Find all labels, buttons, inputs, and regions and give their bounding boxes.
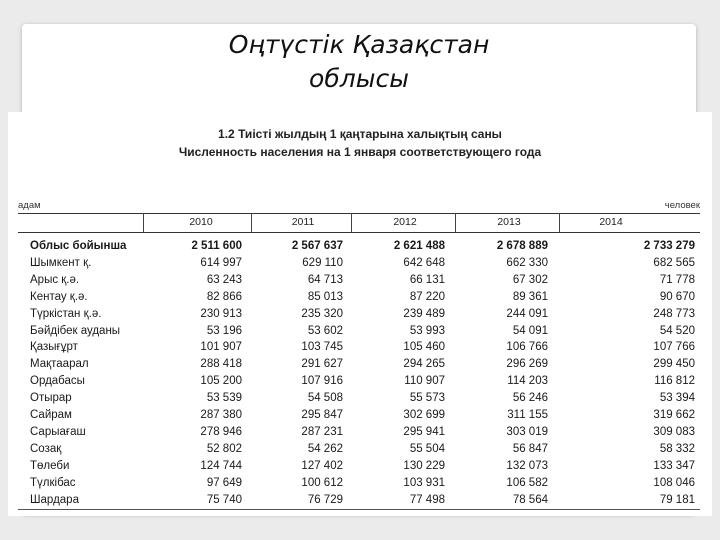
population-value: 130 229 <box>403 459 445 472</box>
population-value: 103 931 <box>403 476 445 489</box>
population-value: 53 539 <box>206 392 242 405</box>
population-value: 239 489 <box>403 307 445 320</box>
population-value: 90 670 <box>659 290 695 303</box>
population-value: 89 361 <box>512 290 548 303</box>
population-value: 58 332 <box>659 442 695 455</box>
table-row <box>18 356 700 372</box>
population-value: 133 347 <box>653 459 695 472</box>
population-value: 56 847 <box>512 442 548 455</box>
population-value: 309 083 <box>653 425 695 438</box>
column-separator <box>351 213 352 232</box>
population-value: 52 802 <box>206 442 242 455</box>
slide-title <box>22 28 696 96</box>
population-value: 116 812 <box>654 375 695 388</box>
table-row <box>18 424 700 440</box>
population-value: 56 246 <box>512 392 548 405</box>
region-name: Отырар <box>30 392 72 405</box>
table-row <box>18 390 700 406</box>
region-name: Ордабасы <box>30 375 85 388</box>
column-separator <box>143 213 144 232</box>
population-value: 82 866 <box>206 290 242 303</box>
population-value: 244 091 <box>506 307 548 320</box>
population-value: 78 564 <box>512 493 548 506</box>
population-value: 63 243 <box>206 273 242 286</box>
population-value: 79 181 <box>659 493 695 506</box>
population-value: 230 913 <box>200 307 242 320</box>
population-value: 107 766 <box>653 341 695 354</box>
population-value: 124 744 <box>200 459 242 472</box>
unit-label-ru: человек <box>664 200 700 211</box>
table-row <box>18 458 700 474</box>
table-row <box>18 441 700 457</box>
region-name: Арыс қ.ә. <box>30 273 80 286</box>
table-row <box>18 492 700 508</box>
population-value: 295 847 <box>301 409 343 421</box>
population-value: 287 231 <box>301 425 343 438</box>
population-table <box>8 112 712 516</box>
population-value: 71 778 <box>659 273 695 286</box>
population-value: 287 380 <box>200 409 242 421</box>
column-separator <box>251 213 252 232</box>
table-row <box>18 339 700 355</box>
year-header: 2013 <box>497 216 521 228</box>
population-value: 54 091 <box>512 324 548 337</box>
population-value: 288 418 <box>200 358 242 371</box>
population-value: 106 582 <box>506 476 548 489</box>
table-row <box>18 255 700 271</box>
population-value: 295 941 <box>403 425 445 438</box>
population-value: 294 265 <box>403 358 445 371</box>
table-bottom-rule <box>18 509 700 510</box>
table-top-rule <box>18 213 700 214</box>
region-name: Қазығұрт <box>30 341 78 354</box>
population-value: 55 504 <box>409 442 445 455</box>
year-header: 2010 <box>189 216 213 228</box>
region-name: Кентау қ.ә. <box>30 290 88 303</box>
table-row <box>18 272 700 288</box>
region-name: Төлеби <box>30 459 70 472</box>
region-name: Облыс бойынша <box>30 240 127 252</box>
population-value: 132 073 <box>506 459 548 472</box>
table-heading-ru: Численность населения на 1 января соответствующего года <box>178 145 542 159</box>
population-value: 629 110 <box>302 256 343 269</box>
region-name: Сайрам <box>30 409 72 421</box>
column-separator <box>559 213 560 232</box>
population-value: 77 498 <box>409 493 445 506</box>
region-name: Түлкібас <box>30 476 76 489</box>
population-value: 97 649 <box>206 476 242 489</box>
population-value: 303 019 <box>506 425 548 438</box>
table-row <box>18 475 700 491</box>
population-value: 291 627 <box>301 358 343 371</box>
population-value: 103 745 <box>301 341 343 354</box>
population-value: 55 573 <box>409 392 445 405</box>
region-name: Шымкент қ. <box>30 256 92 269</box>
population-value: 105 200 <box>200 375 242 388</box>
population-value: 248 773 <box>653 307 695 320</box>
region-name: Бәйдібек ауданы <box>30 324 121 337</box>
population-value: 2 511 600 <box>191 240 242 252</box>
table-heading-kz: 1.2 Тиісті жылдың 1 қаңтарына халықтың саны <box>218 127 502 141</box>
year-header: 2012 <box>393 216 417 228</box>
table-row <box>18 289 700 305</box>
population-value: 105 460 <box>403 341 445 354</box>
population-value: 100 612 <box>301 476 343 489</box>
region-name: Шардара <box>30 493 79 506</box>
population-value: 319 662 <box>653 409 695 421</box>
population-value: 127 402 <box>301 459 343 472</box>
population-value: 106 766 <box>506 341 548 354</box>
population-value: 75 740 <box>206 493 242 506</box>
table-row <box>18 238 700 254</box>
year-header: 2011 <box>291 216 315 228</box>
table-row <box>18 306 700 322</box>
population-value: 54 262 <box>307 442 343 455</box>
population-value: 64 713 <box>307 273 343 286</box>
population-value: 2 567 637 <box>291 240 343 252</box>
population-value: 54 520 <box>659 324 695 337</box>
population-value: 235 320 <box>301 307 343 320</box>
year-header: 2014 <box>599 216 623 228</box>
population-value: 85 013 <box>307 290 343 303</box>
population-value: 53 993 <box>409 324 445 337</box>
population-value: 2 733 279 <box>643 240 695 252</box>
population-value: 110 907 <box>404 375 445 388</box>
population-value: 54 508 <box>307 392 343 405</box>
table-header-rule <box>18 232 700 233</box>
population-value: 108 046 <box>653 476 695 489</box>
population-value: 682 565 <box>653 256 695 269</box>
population-value: 296 269 <box>506 358 548 371</box>
population-value: 299 450 <box>653 358 695 371</box>
table-row <box>18 323 700 339</box>
population-value: 114 203 <box>507 375 548 388</box>
population-value: 311 155 <box>507 409 548 421</box>
population-value: 67 302 <box>512 273 548 286</box>
slide-title-line-2: облысы <box>309 64 409 93</box>
slide-title-line-1: Оңтүстік Қазақстан <box>228 30 490 59</box>
population-value: 87 220 <box>409 290 445 303</box>
population-value: 642 648 <box>403 256 445 269</box>
table-row <box>18 407 700 423</box>
population-value: 2 621 488 <box>393 240 445 252</box>
population-value: 662 330 <box>506 256 548 269</box>
column-separator <box>455 213 456 232</box>
population-value: 66 131 <box>409 273 445 286</box>
region-name: Сарыағаш <box>30 425 86 438</box>
population-value: 2 678 889 <box>496 240 548 252</box>
unit-label-kz: адам <box>18 200 41 211</box>
population-value: 53 394 <box>659 392 695 405</box>
population-value: 302 699 <box>403 409 445 421</box>
population-value: 76 729 <box>307 493 343 506</box>
region-name: Созақ <box>30 442 62 455</box>
region-name: Түркістан қ.ә. <box>30 307 102 320</box>
table-row <box>18 373 700 389</box>
population-value: 53 602 <box>307 324 343 337</box>
population-value: 614 997 <box>200 256 242 269</box>
population-value: 101 907 <box>200 341 242 354</box>
region-name: Мақтаарал <box>30 358 89 371</box>
population-value: 278 946 <box>200 425 242 438</box>
population-value: 107 916 <box>301 375 343 388</box>
population-value: 53 196 <box>206 324 242 337</box>
